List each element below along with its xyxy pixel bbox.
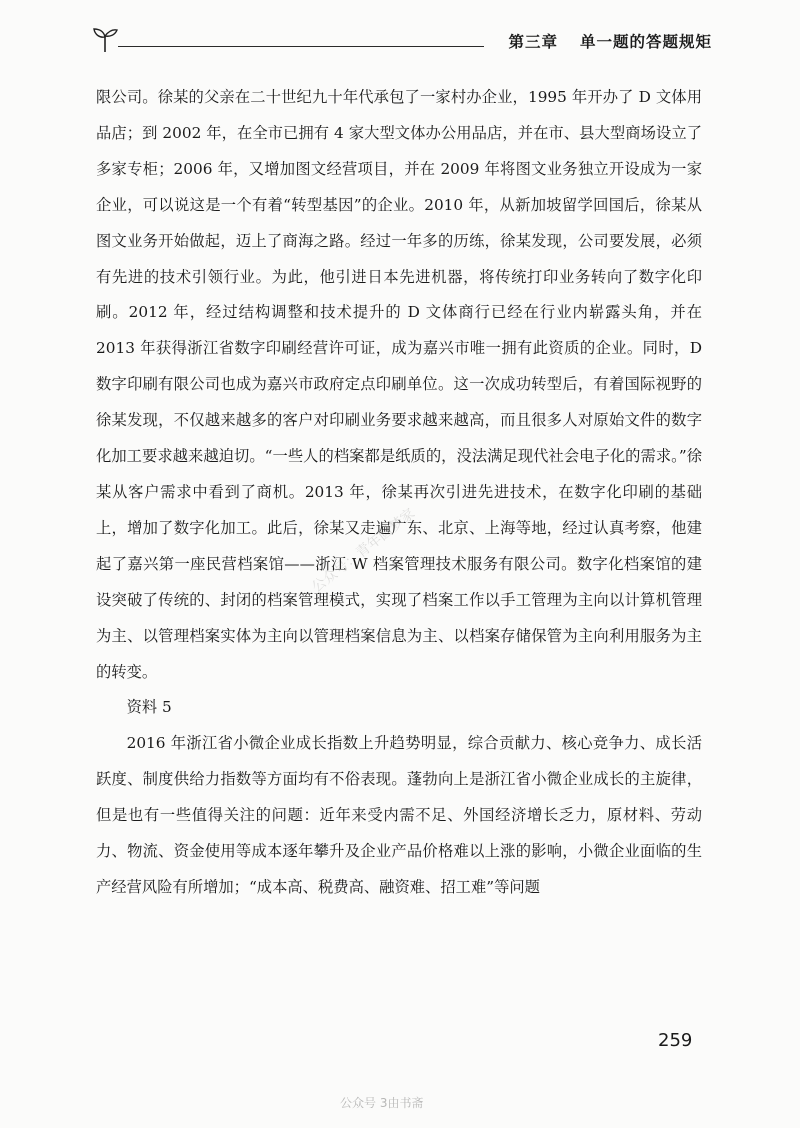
- paragraph: 2016 年浙江省小微企业成长指数上升趋势明显，综合贡献力、核心竞争力、成长活跃度、制度供给力指数等方面均有不俗表现。蓬勃向上是浙江省小微企业成长的主旋律，但是也有一些值得关注的问题：近年来受内需不足、外国经济增长乏力，原材料、劳动力、物流、资金使用等成本逐年攀升及企业产品价格难以上涨的影响，小微企业面临的生产经营风险有所增加；“成本高、税费高、融资难、招工难”等问题: [96, 734, 702, 896]
- chapter-number: 第三章: [508, 33, 558, 51]
- page-number: 259: [658, 1030, 693, 1051]
- chapter-title: [508, 30, 712, 52]
- body-text: [96, 80, 702, 906]
- material-heading: 资料 5: [126, 698, 172, 717]
- section-title: 单一题的答题规矩: [579, 33, 712, 51]
- sprout-icon: [90, 24, 120, 54]
- header-rule: [118, 46, 484, 47]
- footer-watermark: 公众号 3由书斋: [340, 1096, 424, 1110]
- running-header: [90, 22, 712, 56]
- watermark: 公众号：青年圆梦家: [309, 505, 419, 596]
- paragraph: 限公司。徐某的父亲在二十世纪九十年代承包了一家村办企业，1995 年开办了 D 文体用品店；到 2002 年，在全市已拥有 4 家大型文体办公用品店，并在市、县大型商场设立了多家专柜；2006 年，又增加图文经营项目，并在 2009 年将图文业务独立开设成为一家企业，可以说这是一个有着“转型基因”的企业。2010 年，从新加坡留学回国后，徐某从图文业务开始做起，迈上了商海之路。经过一年多的历练，徐某发现，公司要发展，必须有先进的技术引领行业。为此，他引进日本先进机器，将传统打印业务转向了数字化印刷。2012 年，经过结构调整和技术提升的 D 文体商行已经在行业内崭露头角，并在 2013 年获得浙江省数字印刷经营许可证，成为嘉兴市唯一拥有此资质的企业。同时，D 数字印刷有限公司也成为嘉兴市政府定点印刷单位。这一次成功转型后，有着国际视野的徐某发现，不仅越来越多的客户对印刷业务要求越来越高，而且很多人对原始文件的数字化加工要求越来越迫切。“一些人的档案都是纸质的，没法满足现代社会电子化的需求。”徐某从客户需求中看到了商机。2013 年，徐某再次引进先进技术，在数字化印刷的基础上，增加了数字化加工。此后，徐某又走遍广东、北京、上海等地，经过认真考察，他建起了嘉兴第一座民营档案馆——浙江 W 档案管理技术服务有限公司。数字化档案馆的建设突破了传统的、封闭的档案管理模式，实现了档案工作以手工管理为主向以计算机管理为主、以管理档案实体为主向以管理档案信息为主、以档案存储保管为主向利用服务为主的转变。: [96, 88, 702, 681]
